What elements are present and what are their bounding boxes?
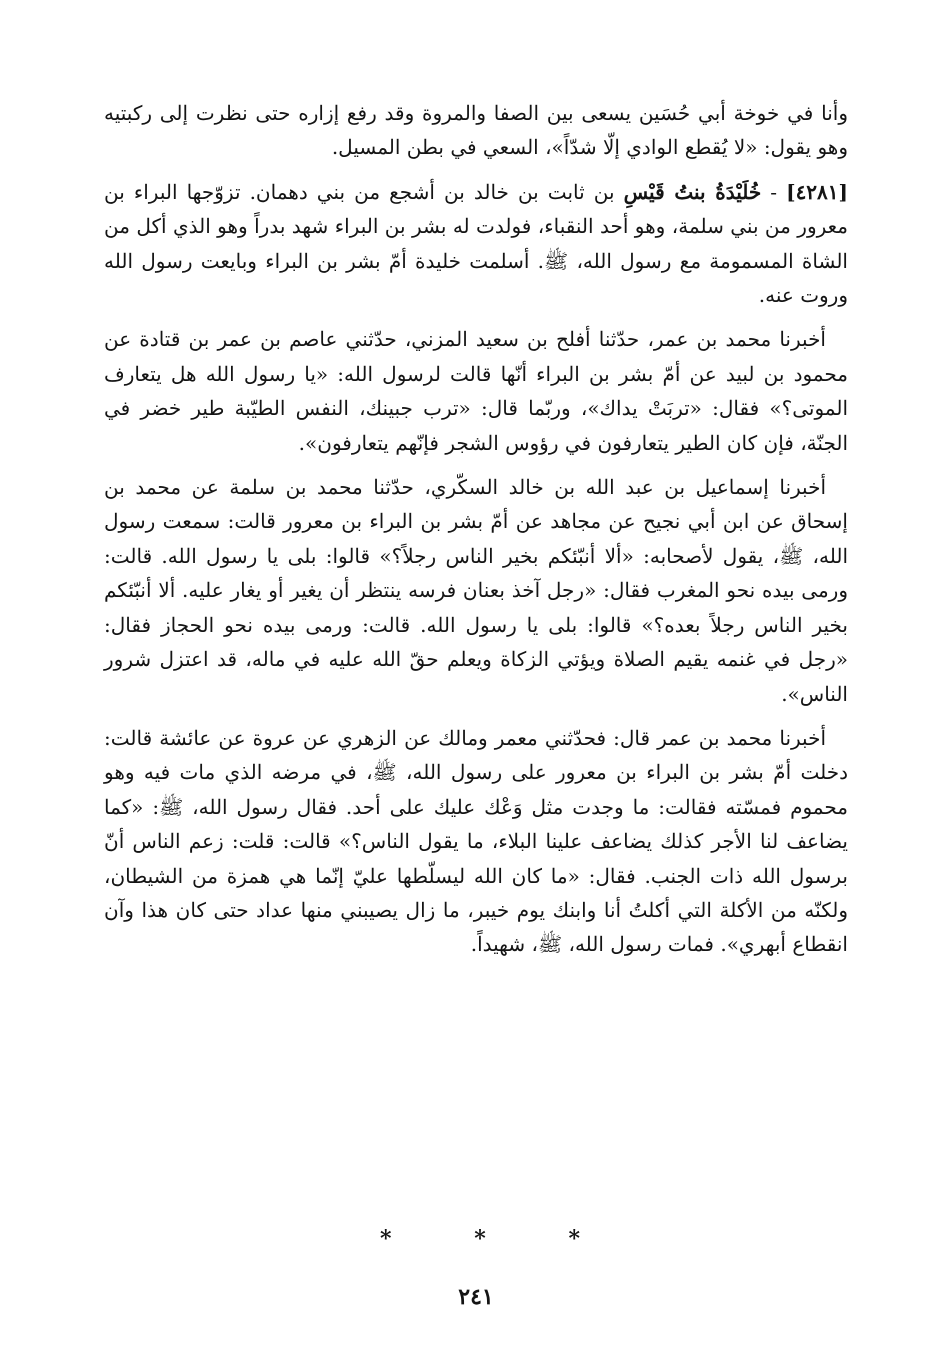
entry-text: بن ثابت بن خالد بن أشجع من بني دهمان. تزوّجها البراء بن معرور من بني سلمة، وهو أحد النقباء، فولدت له بشر بن البراء شهد بدراً وهو الذي أكل من الشاة المسمومة مع رسول الله، ﷺ. أسلمت خليدة أمّ بشر بن البراء وبايعت رسول الله وروت عنه. — [104, 179, 848, 308]
entry-number: [٤٢٨١] — [786, 179, 848, 204]
section-divider — [380, 1226, 580, 1252]
asterisk-ornament: * — [568, 1226, 580, 1252]
page-number: ٢٤١ — [458, 1284, 494, 1310]
narration-paragraph: أخبرنا محمد بن عمر قال: فحدّثني معمر ومالك عن الزهري عن عروة عن عائشة قالت: دخلت أمّ بشر بن البراء بن معرور على رسول الله، ﷺ، في مرضه الذي مات فيه وهو محموم فمسّته فقالت: ما وجدت مثل وَعْك عليك على أحد. فقال رسول الله، ﷺ: «كما يضاعف لنا الأجر كذلك يضاعف علينا البلاء، ما يقول الناس؟» قالت: قلت: زعم الناس أنّ برسول الله ذات الجنب. فقال: «ما كان الله ليسلّطها عليّ إنّما هي همزة من الشيطان، ولكنّه من الأكلة التي أكلتُ أنا وابنك يوم خيبر، ما زال يصيبني منها عداد حتى كان هذا وآن انقطاع أبهري». فمات رسول الله، ﷺ، شهيداً. — [104, 725, 848, 957]
entry-name: خُلَيْدَةُ بنتُ قَيْسِ — [623, 179, 762, 204]
narration-paragraph: أخبرنا محمد بن عمر، حدّثنا أفلح بن سعيد المزني، حدّثني عاصم بن عمر بن قتادة عن محمود بن لبيد عن أمّ بشر بن البراء أنّها قالت لرسول الله: «يا رسول الله هل يتعارف الموتى؟» فقال: «تربَتْ يداك»، وربّما قال: «ترب جبينك، النفس الطيّبة طير خضر في الجنّة، فإن كان الطير يتعارفون في رؤوس الشجر فإنّهم يتعارفون». — [104, 327, 848, 455]
biography-entry: [٤٢٨١] - خُلَيْدَةُ بنتُ قَيْسِ بن ثابت بن خالد بن أشجع من بني دهمان. تزوّجها البراء بن معرور من بني سلمة، وهو أحد النقباء، فولدت له بشر بن البراء شهد بدراً وهو الذي أكل من الشاة المسمومة مع رسول الله، ﷺ. أسلمت خليدة أمّ بشر بن البراء وبايعت رسول الله وروت عنه. — [104, 179, 848, 308]
paragraph-continuation: وأنا في خوخة أبي حُسَين يسعى بين الصفا والمروة وقد رفع إزاره حتى نظرت إلى ركبتيه وهو يقول: «لا يُقطع الوادي إلّا شدّاً»، السعي في بطن المسيل. — [104, 101, 848, 160]
narration-paragraph: أخبرنا إسماعيل بن عبد الله بن خالد السكّري، حدّثنا محمد بن سلمة عن محمد بن إسحاق عن ابن أبي نجيح عن مجاهد عن أمّ بشر بن البراء بن معرور قالت: سمعت رسول الله، ﷺ، يقول لأصحابه: «ألا أنبّئكم بخير الناس رجلاً؟» قالوا: بلى يا رسول الله. قالت: ورمى بيده نحو المغرب فقال: «رجل آخذ بعنان فرسه ينتظر أن يغير أو يغار عليه. ألا أنبّئكم بخير الناس رجلاً بعده؟» قالوا: بلى يا رسول الله. قالت: ورمى بيده نحو الحجاز فقال: «رجل في غنمه يقيم الصلاة ويؤتي الزكاة ويعلم حقّ الله عليه في ماله، قد اعتزل شرور الناس». — [104, 475, 848, 706]
asterisk-ornament: * — [380, 1226, 392, 1252]
body-text — [104, 96, 848, 962]
asterisk-ornament: * — [474, 1226, 486, 1252]
